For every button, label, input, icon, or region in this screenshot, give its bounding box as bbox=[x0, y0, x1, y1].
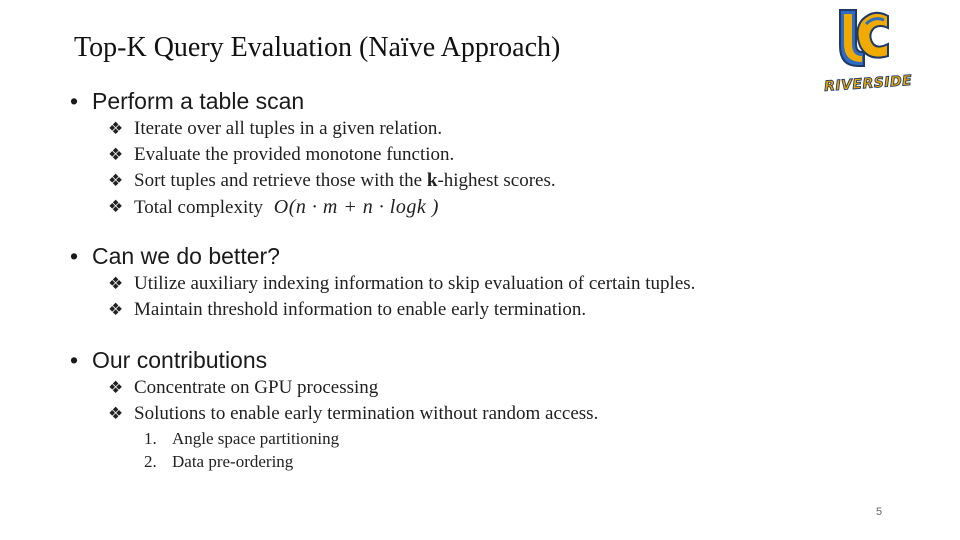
section-heading-text: Our contributions bbox=[92, 347, 268, 373]
diamond-bullet-icon: ❖ bbox=[108, 171, 124, 191]
section-heading-text: Can we do better? bbox=[92, 243, 280, 269]
sub-bullet-text: Concentrate on GPU processing bbox=[134, 377, 379, 398]
slide-title: Top-K Query Evaluation (Naïve Approach) bbox=[74, 32, 561, 63]
bullet-glyph: • bbox=[70, 243, 79, 269]
diamond-bullet-icon: ❖ bbox=[108, 300, 124, 320]
sub-bullet bbox=[70, 375, 810, 401]
sub-bullet-text: Iterate over all tuples in a given relation. bbox=[134, 118, 443, 139]
sub-bullet-text-prefix: Sort tuples and retrieve those with the bbox=[134, 170, 427, 191]
numbered-item-number: 2. bbox=[144, 452, 157, 471]
sub-bullet bbox=[70, 271, 810, 297]
section-heading bbox=[70, 86, 810, 116]
sub-bullet bbox=[70, 194, 810, 221]
sub-bullet-text: Utilize auxiliary indexing information to skip evaluation of certain tuples. bbox=[134, 273, 696, 294]
diamond-bullet-icon: ❖ bbox=[108, 378, 124, 398]
section-heading bbox=[70, 345, 810, 375]
diamond-bullet-icon: ❖ bbox=[108, 119, 124, 139]
diamond-bullet-icon: ❖ bbox=[108, 145, 124, 165]
sub-bullet bbox=[70, 401, 810, 427]
sub-bullet bbox=[70, 142, 810, 168]
sub-bullet-text: Solutions to enable early termination without random access. bbox=[134, 403, 599, 424]
sub-bullet-text: Evaluate the provided monotone function. bbox=[134, 144, 455, 165]
slide-body bbox=[70, 86, 810, 473]
logo-wordmark: RIVERSIDE bbox=[823, 72, 913, 95]
numbered-item-text: Data pre-ordering bbox=[172, 452, 294, 471]
sub-bullet-text: Maintain threshold information to enable early termination. bbox=[134, 299, 587, 320]
section-heading-text: Perform a table scan bbox=[92, 88, 305, 114]
complexity-formula: O(n · m + n · logk ) bbox=[273, 196, 439, 218]
sub-bullet-bold-k: k bbox=[426, 170, 438, 191]
numbered-item bbox=[70, 427, 810, 450]
sub-bullet bbox=[70, 168, 810, 194]
numbered-item-text: Angle space partitioning bbox=[172, 429, 340, 448]
uc-riverside-logo bbox=[818, 4, 914, 96]
section-heading bbox=[70, 241, 810, 271]
sub-bullet bbox=[70, 297, 810, 323]
sub-bullet bbox=[70, 116, 810, 142]
bullet-glyph: • bbox=[70, 88, 79, 114]
diamond-bullet-icon: ❖ bbox=[108, 197, 124, 217]
numbered-item-number: 1. bbox=[144, 429, 157, 448]
diamond-bullet-icon: ❖ bbox=[108, 404, 124, 424]
sub-bullet-text-suffix: -highest scores. bbox=[437, 170, 556, 191]
diamond-bullet-icon: ❖ bbox=[108, 274, 124, 294]
page-number: 5 bbox=[876, 506, 883, 518]
sub-bullet-text: Total complexity bbox=[134, 197, 264, 218]
bullet-glyph: • bbox=[70, 347, 79, 373]
numbered-item bbox=[70, 450, 810, 473]
